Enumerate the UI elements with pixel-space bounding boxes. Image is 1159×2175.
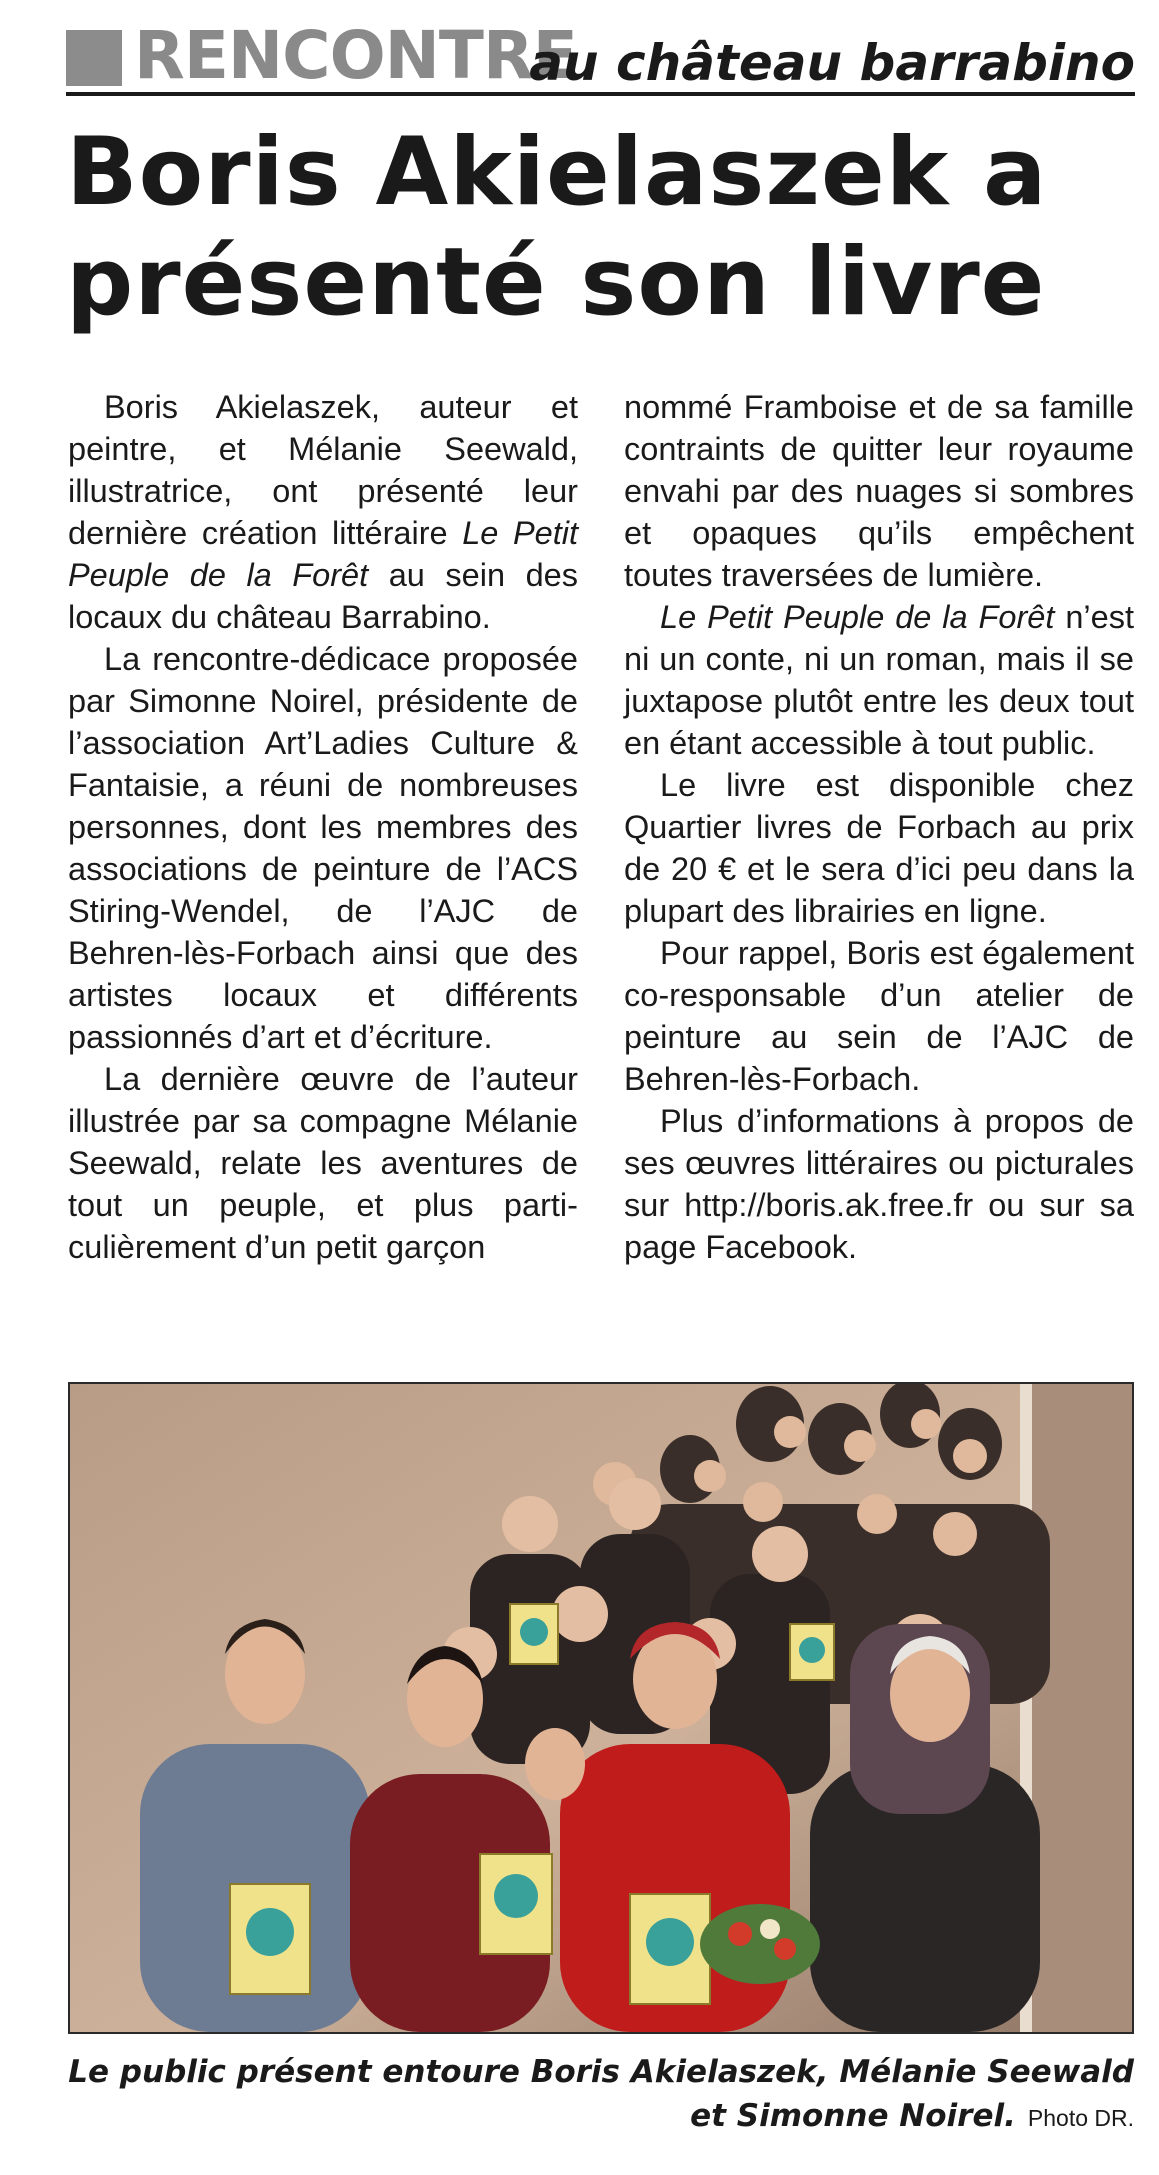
caption-text: Le public présent entoure Boris Akielaszek, Mélanie Seewald et Simonne Noirel. xyxy=(68,2054,1134,2134)
section-header xyxy=(66,17,1135,96)
section-location: au château barrabino xyxy=(529,34,1135,92)
paragraph xyxy=(68,386,578,638)
paragraph: Le livre est disponible chez Quartier livres de Forbach au prix de 20 € et le sera d’ici peu dans la plupart des librairies en ligne. xyxy=(624,767,1134,929)
group-photo xyxy=(68,1382,1134,2034)
paragraph-text: n’est ni un conte, ni un roman, mais il se juxtapose plutôt entre les deux tout en étant accessible à tout public. xyxy=(624,599,1134,761)
paragraph-text: au sein des locaux du château Barrabino. xyxy=(68,557,578,635)
book-title: Le Petit Peuple de la Forêt xyxy=(68,515,578,593)
book-title: Le Petit Peuple de la Forêt xyxy=(660,599,1055,635)
paragraph: Plus d’informations à propos de ses œuvres littéraires ou picturales sur http://boris.ak.free.fr ou sur sa page Facebook. xyxy=(624,1103,1134,1265)
flower-bouquet xyxy=(700,1904,820,1984)
section-kicker: RENCONTRE xyxy=(134,17,577,94)
article-column-right xyxy=(624,386,1134,1268)
paragraph: nommé Framboise et de sa famille contraints de quitter leur royaume envahi par des nuages si sombres et opaques qu’ils empêchent toutes traversées de lumière. xyxy=(624,389,1134,593)
article-column-left xyxy=(68,386,578,1268)
photo-caption xyxy=(68,2050,1134,2140)
paragraph: Pour rappel, Boris est également co-responsable d’un atelier de peinture au sein de l’AJC de Behren-lès-Forbach. xyxy=(624,935,1134,1097)
section-square-mark xyxy=(66,30,122,86)
article-headline xyxy=(66,118,1146,338)
paragraph: La rencontre-dédicace proposée par Simonne Noirel, présidente de l’association Art’Ladies Culture & Fantaisie, a réuni de nombreuses personnes, dont les membres des associations de peinture de l’ACS Stiring-Wendel, de l’AJC de Behren-lès-Forbach ainsi que des artistes locaux et différents passionnés d’art et d’écriture. xyxy=(68,641,578,1055)
headline-line-1: Boris Akielaszek a xyxy=(66,118,1048,227)
photo-credit: Photo DR. xyxy=(1027,2105,1134,2131)
paragraph: La dernière œuvre de l’auteur illustrée par sa compagne Mélanie Seewald, relate les aventures de tout un peuple, et plus particulièrement d’un petit garçon xyxy=(68,1061,578,1265)
headline-line-2: présenté son livre xyxy=(66,228,1046,337)
group-photo-illustration xyxy=(70,1384,1132,2032)
paragraph xyxy=(624,596,1134,764)
paragraph-text: Boris Akielaszek, auteur et peintre, et Mélanie Seewald, illustratrice, ont présenté leur dernière création littéraire xyxy=(68,389,578,551)
